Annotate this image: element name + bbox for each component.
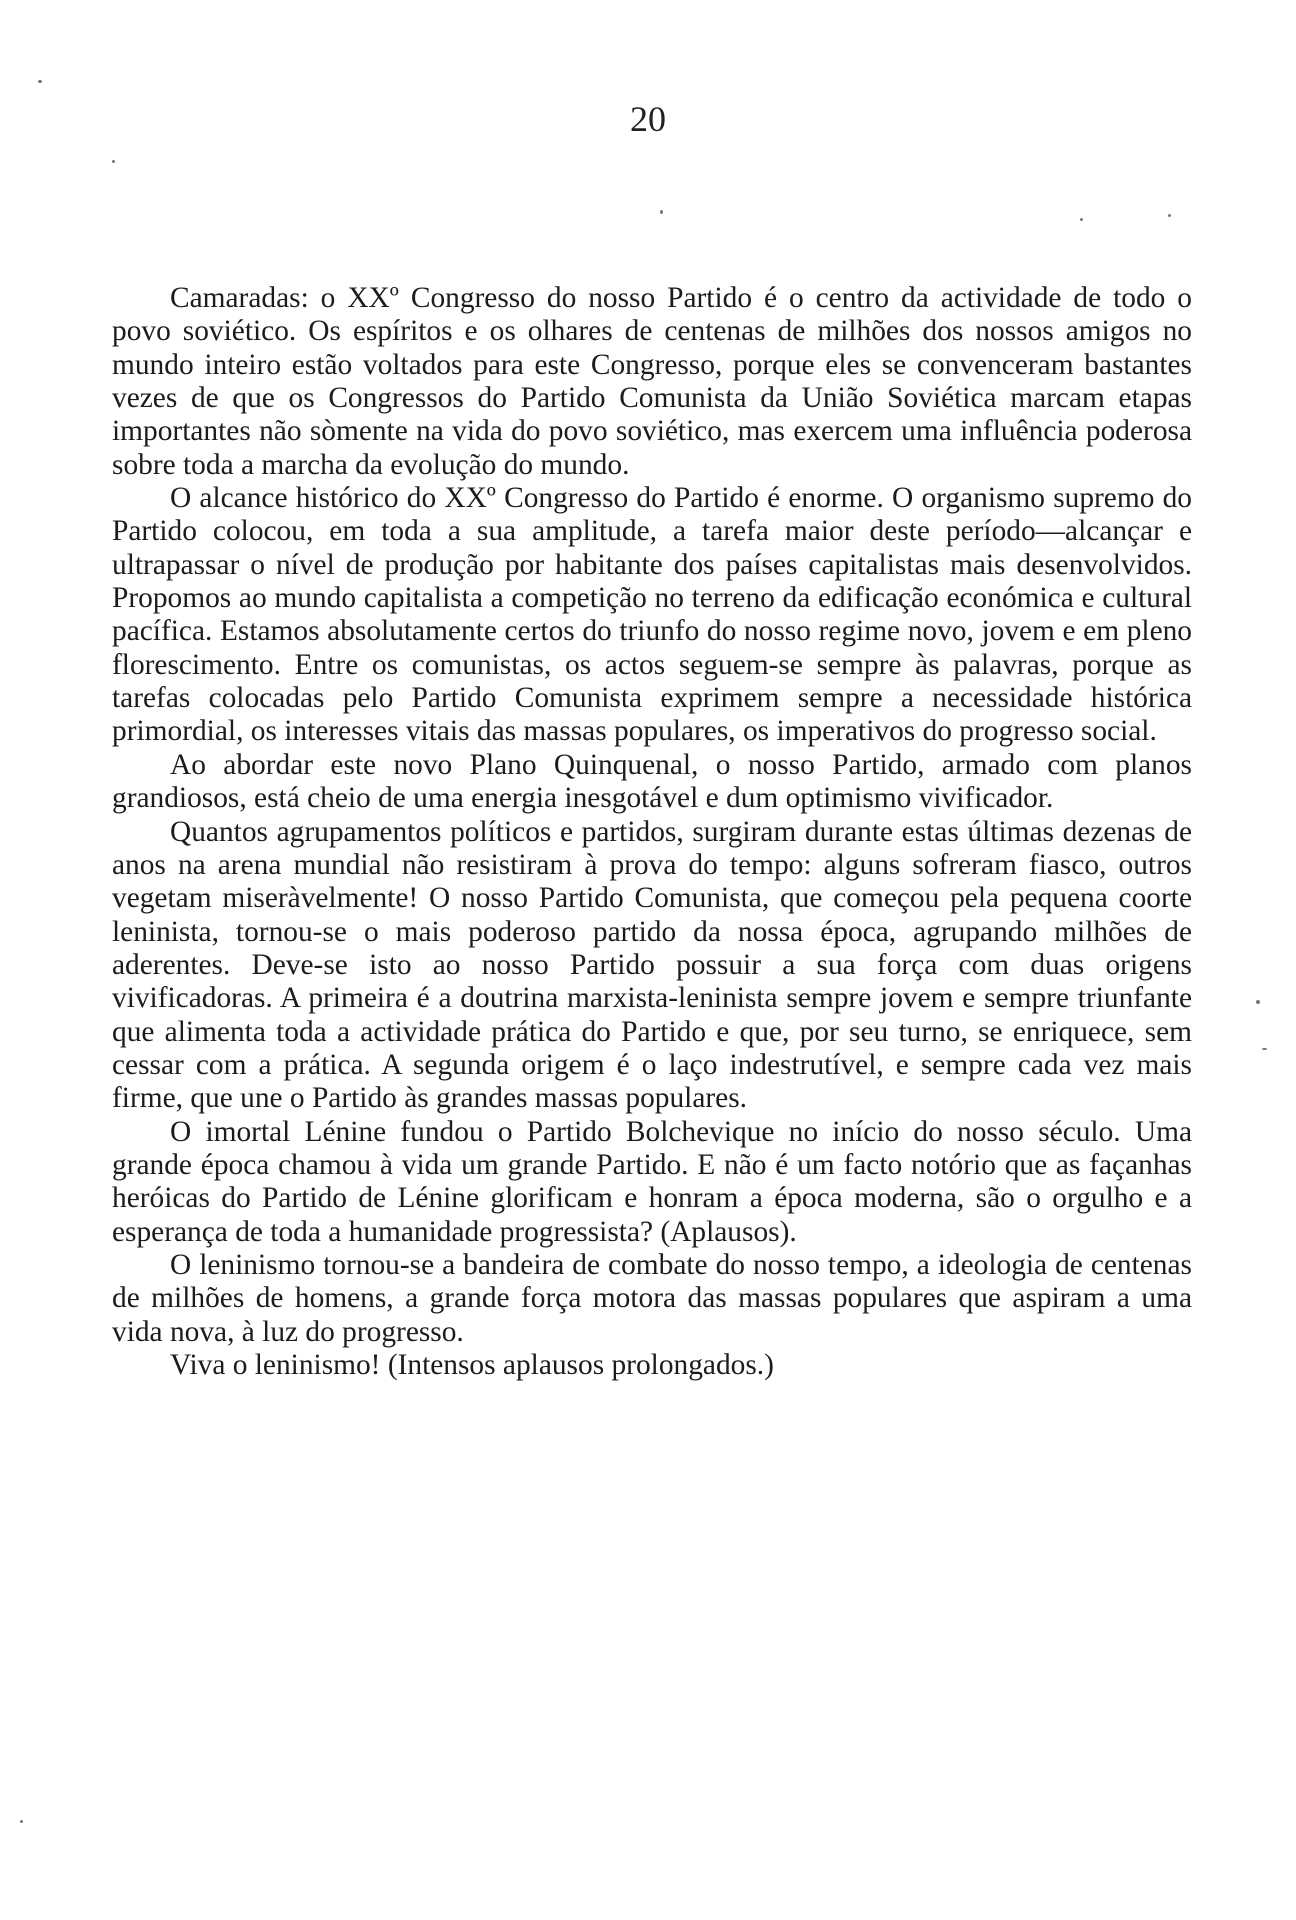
paragraph-2: O alcance histórico do XXº Congresso do Partido é enorme. O organismo supremo do Partido colocou, em toda a sua amplitude, a tarefa maior deste período—alcançar e ultrapassar o nível de produção por habitante dos países capitalistas mais desenvolvidos. Propomos ao mundo capitalista a competição no terreno da edificação económica e cultural pacífica. Estamos absolutamente certos do triunfo do nosso regime novo, jovem e em pleno florescimento. Entre os comunistas, os actos seguem-se sempre às palavras, porque as tarefas colocadas pelo Partido Comunista exprimem sempre a necessidade histórica primordial, os interesses vitais das massas populares, os imperativos do progresso social. [112, 482, 1192, 748]
paragraph-1: Camaradas: o XXº Congresso do nosso Partido é o centro da actividade de todo o povo soviético. Os espíritos e os olhares de centenas de milhões dos nossos amigos no mundo inteiro estão voltados para este Congresso, porque eles se convenceram bastantes vezes de que os Congressos do Partido Comunista da União Soviética marcam etapas importantes não sòmente na vida do povo soviético, mas exercem uma influência poderosa sobre toda a marcha da evolução do mundo. [112, 282, 1192, 481]
scan-speck [1080, 218, 1083, 221]
scan-speck [1256, 1000, 1260, 1004]
scan-speck [660, 210, 663, 214]
page-number: 20 [630, 99, 666, 139]
scan-speck [20, 1820, 23, 1823]
paragraph-7: Viva o leninismo! (Intensos aplausos prolongados.) [170, 1349, 774, 1381]
paragraph-6: O leninismo tornou-se a bandeira de combate do nosso tempo, a ideologia de centenas de milhões de homens, a grande força motora das massas populares que aspiram a uma vida nova, à luz do progresso. [112, 1248, 1192, 1348]
scan-speck [38, 80, 42, 83]
paragraph-3: Ao abordar este novo Plano Quinquenal, o nosso Partido, armado com planos grandiosos, está cheio de uma energia inesgotável e dum optimismo vivificador. [112, 748, 1192, 815]
scan-speck [1262, 1048, 1267, 1050]
speech-text [112, 282, 1192, 1382]
scan-speck [112, 160, 115, 163]
paragraph-4: Quantos agrupamentos políticos e partidos, surgiram durante estas últimas dezenas de anos na arena mundial não resistiram à prova do tempo: alguns sofreram fiasco, outros vegetam miseràvelmente! O nosso Partido Comunista, que começou pela pequena coorte leninista, tornou-se o mais poderoso partido da nossa época, agrupando milhões de aderentes. Deve-se isto ao nosso Partido possuir a sua força com duas origens vivificadoras. A primeira é a doutrina marxista-leninista sempre jovem e sempre triunfante que alimenta toda a actividade prática do Partido e que, por seu turno, se enriquece, sem cessar com a prática. A segunda origem é o laço indestrutível, e sempre cada vez mais firme, que une o Partido às grandes massas populares. [112, 815, 1192, 1115]
scan-speck [1168, 214, 1171, 217]
paragraph-5: O imortal Lénine fundou o Partido Bolchevique no início do nosso século. Uma grande época chamou à vida um grande Partido. E não é um facto notório que as façanhas heróicas do Partido de Lénine glorificam e honram a época moderna, são o orgulho e a esperança de toda a humanidade progressista? (Aplausos). [112, 1115, 1192, 1248]
